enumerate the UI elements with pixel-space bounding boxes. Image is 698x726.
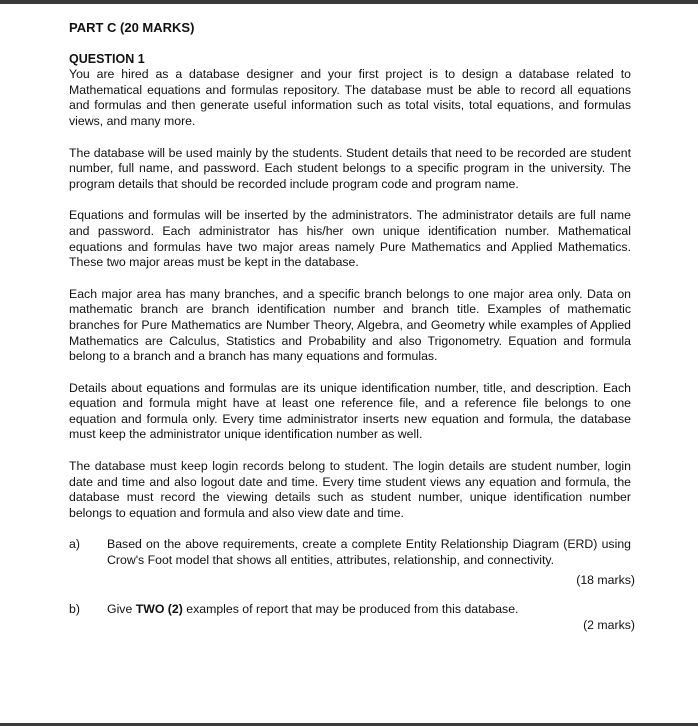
top-border xyxy=(0,0,698,4)
marks-label: (2 marks) xyxy=(583,617,635,632)
part-title: PART C (20 MARKS) xyxy=(69,20,195,35)
paragraph-students: The database will be used mainly by the students. Student details that need to be recorded are student number, full name, and password. Each student belongs to a specific program in the university. The program details that should be recorded include program code and program name. xyxy=(69,145,631,191)
sub-question-text: Based on the above requirements, create a complete Entity Relationship Diagram (ERD) using Crow's Foot model that shows all entities, attributes, relationship, and connectivity. xyxy=(107,537,631,568)
exam-page xyxy=(69,20,635,633)
text-before: Give xyxy=(107,602,136,617)
sub-question-label: a) xyxy=(69,537,80,552)
sub-question-b xyxy=(69,602,635,633)
paragraph-login-records: The database must keep login records belong to student. The login details are student number, login date and time and also logout date and time. Every time student views any equation and formula, the database must record the viewing details such as student number, unique identification number belongs to equation and formula and also view date and time. xyxy=(69,459,631,520)
paragraph-branches: Each major area has many branches, and a specific branch belongs to one major area only. Data on mathematic branch are branch identification number and branch title. Examples of mathematic branches for Pure Mathematics are Number Theory, Algebra, and Geometry while examples of Applied Mathematics are Calculus, Statistics and Probability and also Trigonometry. Equation and formula belong to a branch and a branch has many equations and formulas. xyxy=(69,286,631,364)
paragraph-administrators: Equations and formulas will be inserted by the administrators. The administrator details are full name and password. Each administrator has his/her own unique identification number. Mathematical equations and formulas have two major areas namely Pure Mathematics and Applied Mathematics. These two major areas must be kept in the database. xyxy=(69,208,631,270)
emphasis-text: TWO (2) xyxy=(135,602,183,617)
sub-question-text xyxy=(107,602,631,618)
marks-label: (18 marks) xyxy=(576,572,635,587)
sub-question-a xyxy=(69,537,635,588)
sub-question-label: b) xyxy=(69,602,80,617)
text-after: examples of report that may be produced from this database. xyxy=(182,602,519,617)
paragraph-equation-details: Details about equations and formulas are its unique identification number, title, and description. Each equation and formula might have at least one reference file, and a reference file belongs to one equation and formula only. Every time administrator inserts new equation and formula, the database must keep the administrator unique identification number as well. xyxy=(69,380,631,442)
paragraph-intro: You are hired as a database designer and your first project is to design a database related to Mathematical equations and formulas repository. The database must be able to record all equations and formulas and then generate useful information such as total visits, total equations, and formulas views, and many more. xyxy=(69,67,631,128)
question-title: QUESTION 1 xyxy=(69,51,145,66)
